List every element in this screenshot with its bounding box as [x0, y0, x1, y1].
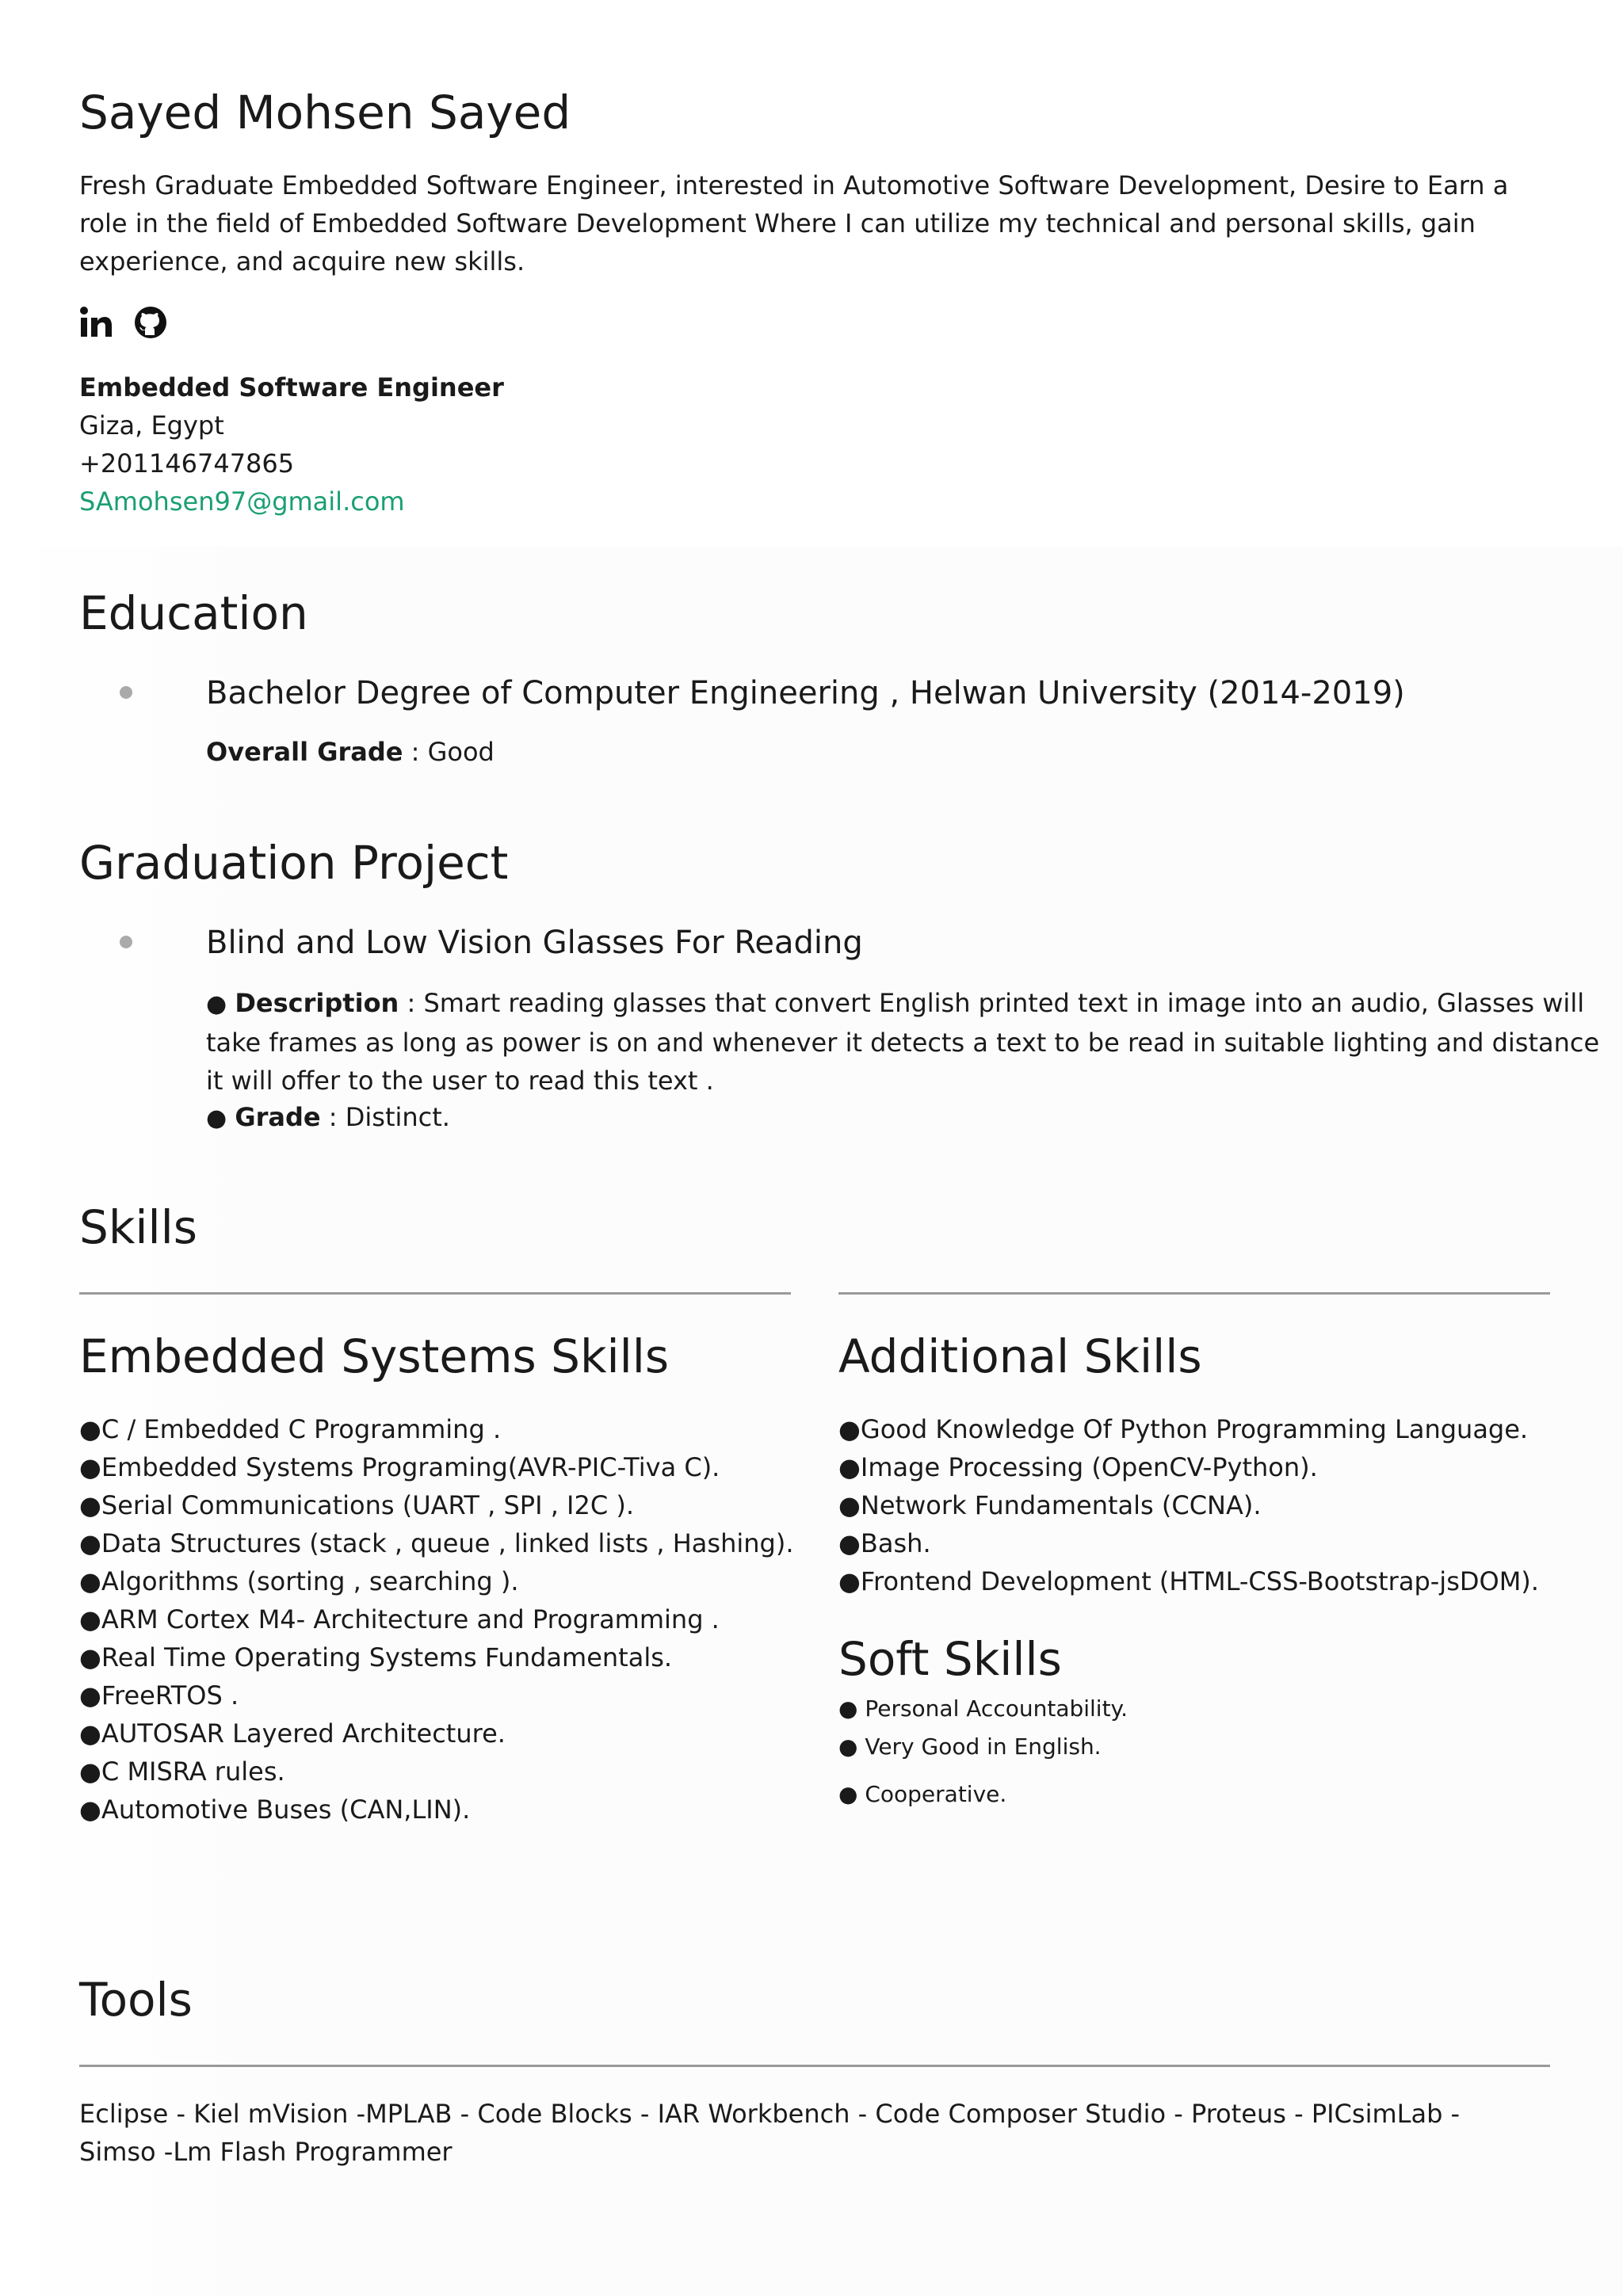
description-bullet: ●	[206, 990, 227, 1018]
project-description	[206, 984, 1617, 1100]
description-label: Description	[235, 988, 399, 1018]
list-item: ●AUTOSAR Layered Architecture.	[79, 1718, 506, 1749]
additional-skills-heading: Additional Skills	[838, 1329, 1202, 1383]
education-grade-value: : Good	[403, 737, 495, 767]
list-item: ●ARM Cortex M4- Architecture and Programming .	[79, 1604, 720, 1634]
education-bullet	[120, 686, 132, 699]
list-item: ● Very Good in English.	[838, 1733, 1102, 1760]
list-item: ● Personal Accountability.	[838, 1695, 1128, 1722]
education-heading: Education	[79, 586, 308, 640]
list-item: ●Serial Communications (UART , SPI , I2C ).	[79, 1490, 634, 1520]
list-item: ●Frontend Development (HTML-CSS-Bootstrap-jsDOM).	[838, 1566, 1539, 1596]
project-title: Blind and Low Vision Glasses For Reading	[206, 925, 863, 961]
list-item: ●Automotive Buses (CAN,LIN).	[79, 1794, 471, 1825]
tools-heading: Tools	[79, 1973, 193, 2027]
tools-text: Eclipse - Kiel mVision -MPLAB - Code Blocks - IAR Workbench - Code Composer Studio - Proteus - PICsimLab - Simso -Lm Flash Programmer	[79, 2099, 1461, 2167]
email-link[interactable]: SAmohsen97@gmail.com	[79, 486, 405, 517]
list-item: ●Data Structures (stack , queue , linked lists , Hashing).	[79, 1528, 794, 1558]
list-item: ●Network Fundamentals (CCNA).	[838, 1490, 1262, 1520]
social-icons	[79, 305, 168, 340]
tools-divider	[79, 2065, 1550, 2067]
location: Giza, Egypt	[79, 410, 224, 441]
education-grade-label: Overall Grade	[206, 737, 403, 767]
summary-text: Fresh Graduate Embedded Software Engineer, interested in Automotive Software Development, Desire to Earn a role in the field of Embedded Software Development Where I can utilize my technical and personal skills, gain experience, and acquire new skills.	[79, 170, 1509, 277]
project-grade	[206, 1098, 1617, 1138]
list-item: ● Cooperative.	[838, 1781, 1007, 1807]
phone: +201146747865	[79, 448, 295, 479]
list-item: ●Embedded Systems Programing(AVR-PIC-Tiva C).	[79, 1452, 720, 1482]
education-grade	[206, 737, 495, 767]
candidate-name: Sayed Mohsen Sayed	[79, 86, 571, 139]
linkedin-icon[interactable]	[79, 305, 114, 340]
project-grade-text: : Distinct.	[320, 1102, 450, 1132]
job-title: Embedded Software Engineer	[79, 372, 504, 402]
grade-bullet: ●	[206, 1104, 227, 1132]
skills-heading: Skills	[79, 1200, 197, 1254]
list-item: ●Real Time Operating Systems Fundamentals.	[79, 1642, 673, 1672]
soft-skills-heading: Soft Skills	[838, 1632, 1062, 1686]
project-bullet	[120, 936, 132, 948]
description-text: : Smart reading glasses that convert English printed text in image into an audio, Glasses will take frames as long as power is on and whenever it detects a text to be read in suitable lighting and distance it will offer to the user to read this text .	[206, 988, 1600, 1096]
project-grade-label: Grade	[235, 1102, 321, 1132]
list-item: ●Good Knowledge Of Python Programming Language.	[838, 1414, 1529, 1444]
skills-right-divider	[838, 1292, 1550, 1295]
list-item: ●Algorithms (sorting , searching ).	[79, 1566, 519, 1596]
education-degree: Bachelor Degree of Computer Engineering , Helwan University (2014-2019)	[206, 675, 1405, 711]
embedded-skills-heading: Embedded Systems Skills	[79, 1329, 670, 1383]
github-icon[interactable]	[133, 305, 168, 340]
project-heading: Graduation Project	[79, 836, 509, 890]
list-item: ●Image Processing (OpenCV-Python).	[838, 1452, 1318, 1482]
list-item: ●C MISRA rules.	[79, 1756, 285, 1787]
additional-skills-list	[838, 1410, 1539, 1600]
list-item: ●FreeRTOS .	[79, 1680, 239, 1711]
embedded-skills-list	[79, 1410, 794, 1829]
list-item: ●C / Embedded C Programming .	[79, 1414, 502, 1444]
list-item: ●Bash.	[838, 1528, 931, 1558]
skills-left-divider	[79, 1292, 791, 1295]
